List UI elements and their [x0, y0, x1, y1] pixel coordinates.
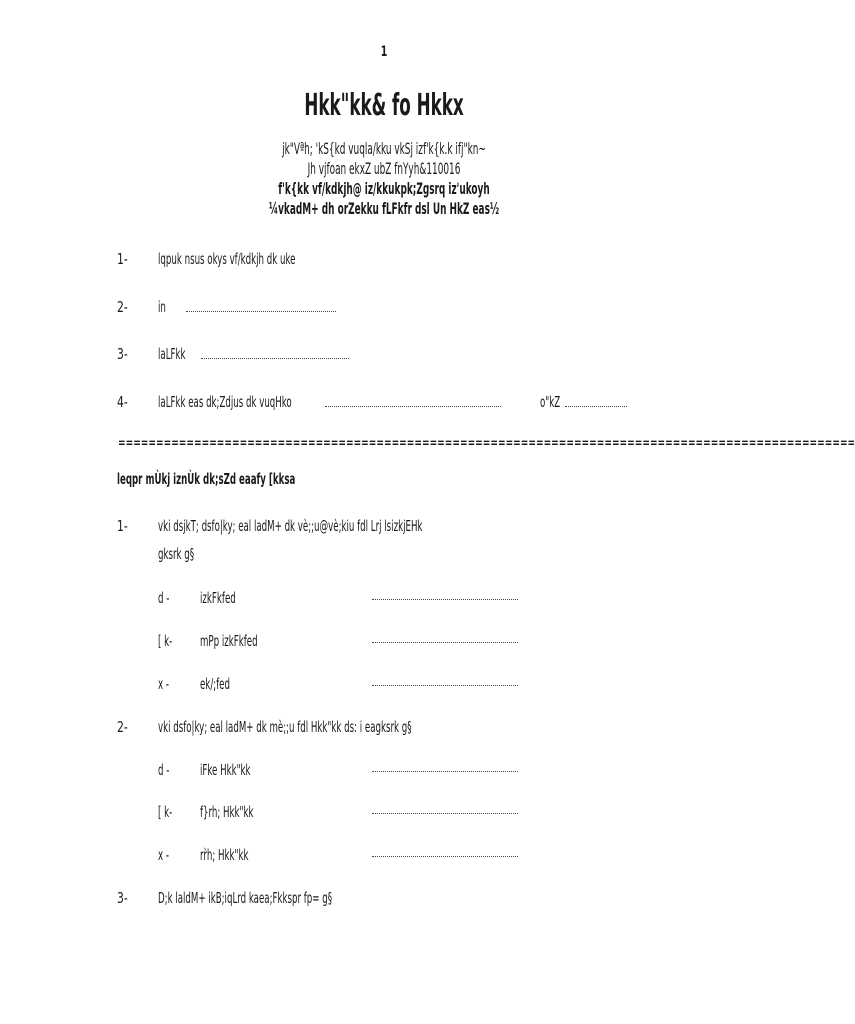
item-1-number: 1-: [117, 250, 128, 268]
q2-option-a-label: d -: [158, 761, 170, 779]
q2-option-c-label: x -: [158, 846, 169, 864]
q2-number: 2-: [117, 718, 128, 736]
q2-option-b-blank-line[interactable]: [372, 812, 518, 814]
page-number: 1: [380, 44, 388, 60]
q3-text-line-1: D;k laldM+ ikB;iqLrd kaea;Fkkspr fp= g§: [158, 889, 333, 907]
header-line-2: Jh vjfoan ekxZ ubZ fnYyh&110016: [307, 159, 461, 178]
q1-option-b-blank-line[interactable]: [372, 641, 518, 643]
item-2-number: 2-: [117, 298, 128, 316]
item-3-label: laLFkk: [158, 345, 186, 363]
page-title: Hkk"kk& fo Hkkx: [304, 88, 464, 123]
q1-option-a-text: izkFkfed: [200, 589, 236, 607]
q2-option-c-text: rr̀h; Hkk"kk: [200, 846, 249, 864]
q2-option-b-label: [ k-: [158, 803, 173, 821]
item-4-years-blank-line[interactable]: [565, 405, 627, 407]
q1-option-a-blank-line[interactable]: [372, 598, 518, 600]
q1-text-line-2: gksrk g§: [158, 545, 195, 563]
section-heading: leqpr mÙkj iznÙk dk;sZd eaafy [kksa: [117, 470, 296, 488]
q2-option-c-blank-line[interactable]: [372, 855, 518, 857]
section-separator: =================================================================================================: [118, 436, 855, 450]
item-4-blank-line[interactable]: [325, 405, 501, 407]
item-1-label: lqpuk nsus okys vf/kdkjh dk uke: [158, 250, 296, 268]
q1-option-c-label: x -: [158, 675, 169, 693]
item-3-blank-line[interactable]: [201, 357, 349, 359]
q1-number: 1-: [117, 517, 128, 535]
q1-option-c-text: ek/;fed: [200, 675, 230, 693]
q2-option-a-blank-line[interactable]: [372, 770, 518, 772]
header-line-3: f'k{kk vf/kdkjh@ iz/kkukpk;Zgsrq iz'ukoyh: [278, 179, 490, 198]
q2-option-a-text: iFke Hkk"kk: [200, 761, 251, 779]
q3-number: 3-: [117, 889, 128, 907]
item-2-blank-line[interactable]: [186, 310, 336, 312]
header-line-1: jk"Vªh; 'kS{kd vuqla/kku vkSj izf'k{k.k ifj"kn~: [282, 139, 486, 158]
q2-text-line-1: vki dsfo|ky; eal ladM+ dk mè;;u fdl Hkk"kk ds: i eagksrk g§: [158, 718, 412, 736]
q2-option-b-text: f}rh; Hkk"kk: [200, 803, 254, 821]
q1-option-a-label: d -: [158, 589, 170, 607]
item-3-number: 3-: [117, 345, 128, 363]
item-4-number: 4-: [117, 393, 128, 411]
q1-option-c-blank-line[interactable]: [372, 684, 518, 686]
item-4-years-label: o"kZ: [540, 393, 561, 411]
q1-option-b-text: mPp izkFkfed: [200, 632, 258, 650]
header-line-4: ¼vkadM+ dh orZekku fLFkfr dsl Un HkZ eas½: [268, 199, 500, 218]
q1-option-b-label: [ k-: [158, 632, 173, 650]
item-2-label: in: [158, 298, 166, 316]
q1-text-line-1: vki dsjkT; dsfo|ky; eal ladM+ dk vè;;u@vè;kiu fdl Lrj lsizkjEHk: [158, 517, 423, 535]
item-4-label: laLFkk eas dk;Zdjus dk vuqHko: [158, 393, 292, 411]
